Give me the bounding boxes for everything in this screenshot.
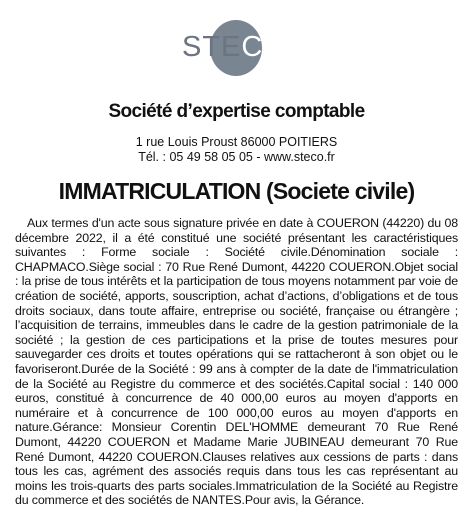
firm-phone-website: Tél. : 05 49 58 05 05 - www.steco.fr <box>138 150 335 164</box>
logo-text-right: CO <box>241 31 287 63</box>
logo-wordmark <box>182 32 287 62</box>
firm-name: Société d’expertise comptable <box>108 101 365 122</box>
logo-text-left: STE <box>182 31 242 63</box>
firm-address: 1 rue Louis Proust 86000 POITIERS <box>135 135 338 149</box>
notice-title: IMMATRICULATION (Societe civile) <box>58 178 415 204</box>
steco-logo <box>176 20 287 78</box>
notice-body: Aux termes d'un acte sous signature privée en date à COUERON (44220) du 08 décembre 2022, il a été constitué une société présentant les caractéristiques suivantes : Forme sociale : Société civile.Dénomination sociale : CHAPMACO.Siège social : 70 Rue René Dumont, 44220 COUERON.Objet social : la prise de tous intérêts et la participation de tous moyens notamment par voie de création de société, apports, souscription, achat d’actions, d’obligations et de tous droits sociaux, dans toute affaire, entreprise ou société, française ou étrangère ; l’acquisition de terrains, immeubles dans le cadre de la gestion patrimoniale de la société ; la gestion de ces participations et la prise de toutes mesures pour sauvegarder ces droits et toutes opérations qui se rattacheront à son objet ou le favoriseront.Durée de la Société : 99 ans à compter de la date de l'immatriculation de la Société au Registre du commerce et des sociétés.Capital social : 140 000 euros, constitué à concurrence de 40 000,00 euros au moyen d'apports en numéraire et à concurrence de 100 000,00 euros au moyen d'apports en nature.Gérance: Monsieur Corentin DEL'HOMME demeurant 70 Rue René Dumont, 44220 COUERON et Madame Marie JUBINEAU demeurant 70 Rue René Dumont, 44220 COUERON.Clauses relatives aux cessions de parts : dans tous les cas, agrément des associés requis dans tous les cas représentant au moins les trois-quarts des parts sociales.Immatriculation de la Société au Registre du commerce et des sociétés de NANTES.Pour avis, la Gérance. <box>15 216 458 508</box>
